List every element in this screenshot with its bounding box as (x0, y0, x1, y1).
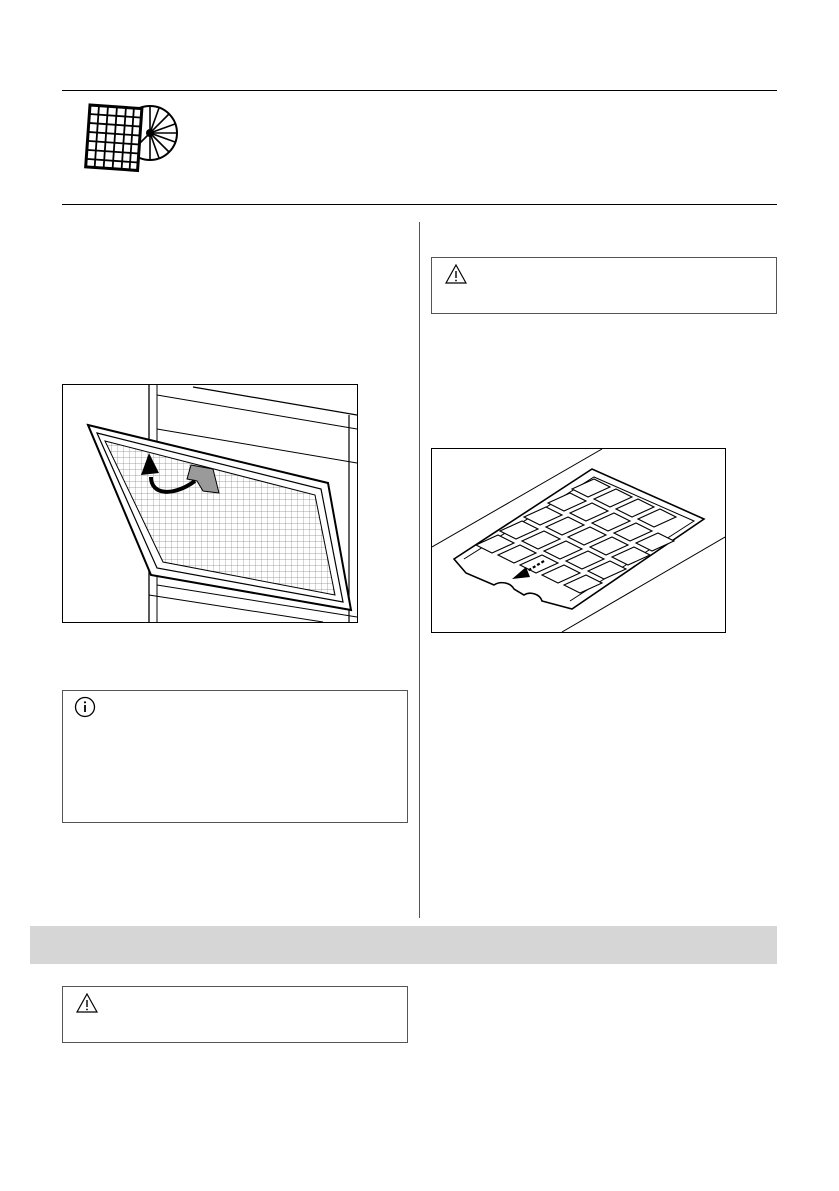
filter-grease-carbon-icon (82, 97, 178, 177)
grease-filter-removal-illustration (62, 384, 358, 623)
warning-box-bottom (62, 986, 408, 1043)
section-heading-band (30, 926, 777, 964)
header-top-rule (62, 90, 777, 91)
warning-triangle-icon (445, 264, 467, 284)
header-bottom-rule (62, 204, 777, 205)
carbon-filter-removal-illustration (431, 448, 726, 633)
info-icon (74, 696, 96, 718)
column-divider (419, 222, 420, 918)
info-note-box (62, 690, 408, 823)
warning-triangle-icon (76, 993, 98, 1013)
warning-box-right (431, 257, 777, 314)
